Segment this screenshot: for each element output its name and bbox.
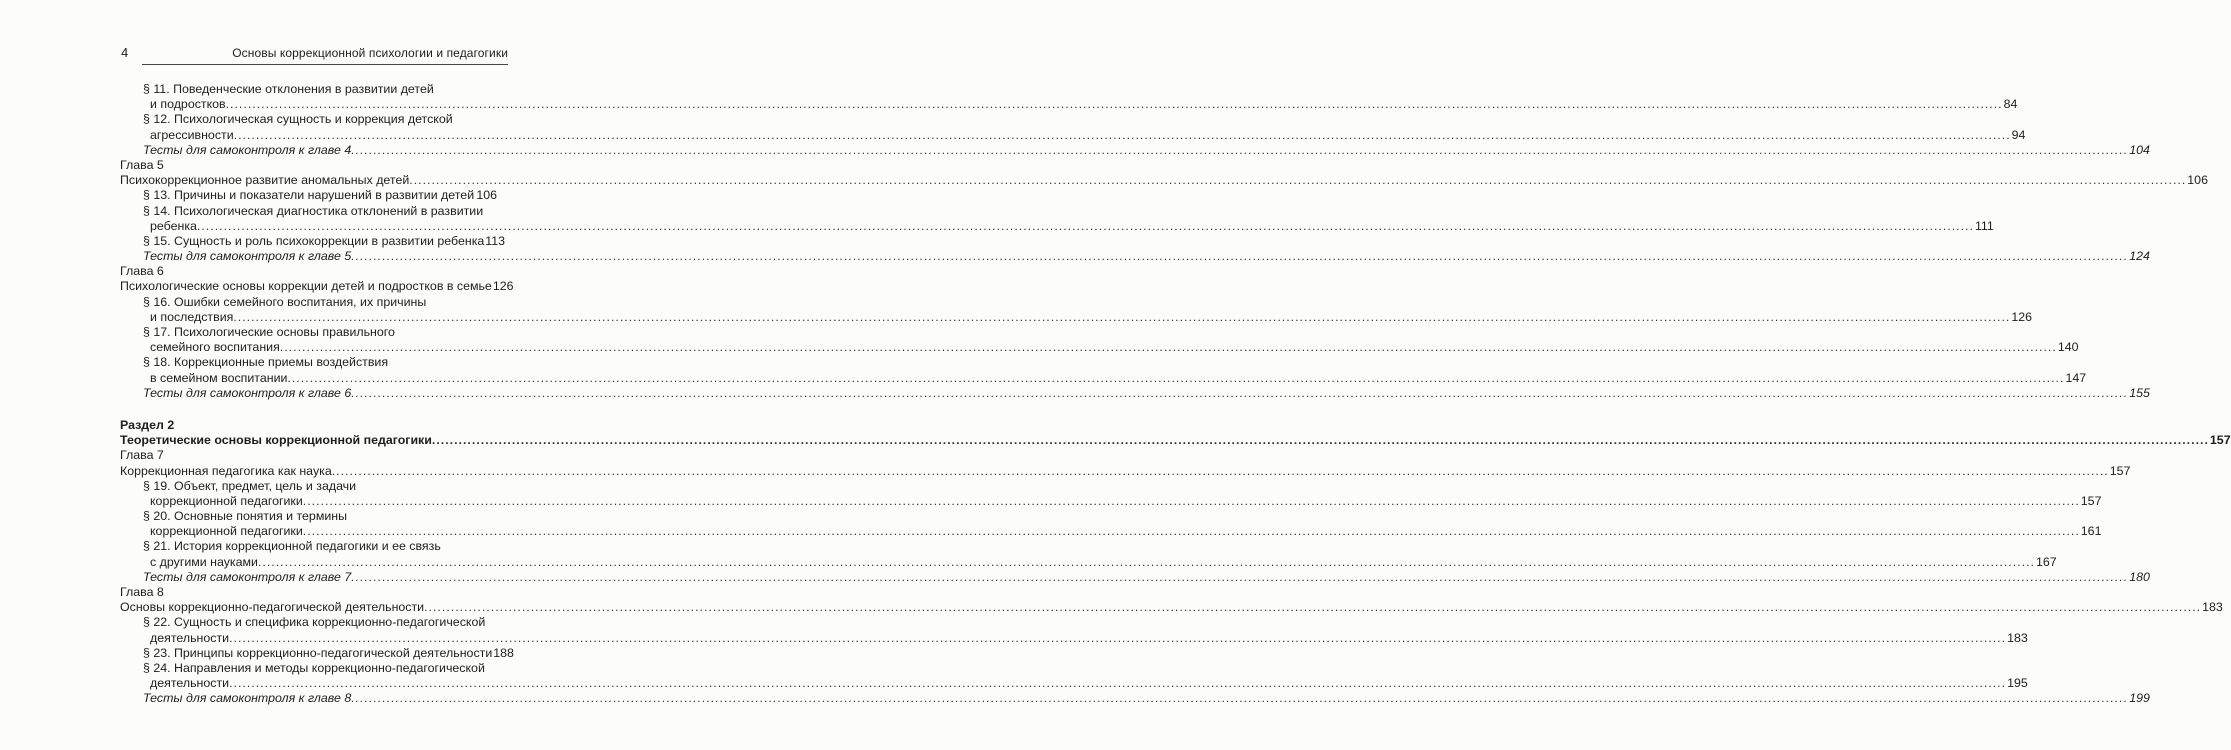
toc-entry-text: Глава 7 (120, 448, 164, 463)
toc-entry-text: семейного воспитания (150, 340, 280, 355)
toc-entry-text: Коррекционная педагогика как наука (120, 463, 332, 478)
dot-leader: ................................................................................................................................................................................................................................................................................................................................................................................................................ (302, 493, 2080, 508)
dot-leader: ................................................................................................................................................................................................................................................................................................................................................................................................................ (196, 218, 1974, 233)
toc-line (120, 158, 497, 173)
toc-entry-text: и подростков (150, 97, 226, 112)
toc-page-number: 199 (2129, 691, 2150, 706)
toc-line (120, 370, 2087, 386)
toc-line (120, 615, 497, 630)
toc-entry-text: агрессивности (150, 127, 234, 142)
toc-page-number: 167 (2035, 554, 2057, 569)
toc-line (120, 82, 497, 97)
toc-entry-text: и последствия (150, 309, 234, 324)
toc-page-number: 157 (2080, 493, 2102, 508)
toc-entry-text: § 23. Принципы коррекционно-педагогической деятельности (143, 645, 493, 660)
toc-page-number: 155 (2129, 385, 2150, 400)
toc-entry-text: в семейном воспитании (150, 370, 288, 385)
dot-leader: ................................................................................................................................................................................................................................................................................................................................................................................................................ (233, 127, 2011, 142)
toc-page-number: 84 (2003, 97, 2018, 112)
toc-line (120, 585, 497, 600)
toc-line (120, 97, 2018, 112)
toc-entry-text: § 13. Причины и показатели нарушений в развитии детей (143, 188, 475, 203)
toc-line (120, 173, 2208, 188)
toc-entry-text: деятельности (150, 630, 230, 645)
toc-entry-text: § 11. Поведенческие отклонения в развитии детей (143, 82, 434, 96)
toc-line (120, 325, 497, 340)
dot-leader: ................................................................................................................................................................................................................................................................................................................................................................................................................ (351, 249, 2129, 264)
toc-line (120, 661, 497, 676)
toc-page-number: 106 (476, 188, 497, 203)
toc-line (120, 188, 497, 203)
toc-page-number: 147 (2065, 370, 2087, 385)
toc-entry-text: с другими науками (150, 554, 258, 569)
page-number: 4 (121, 45, 129, 60)
toc-page-number: 104 (2129, 142, 2150, 157)
toc-entry-text: § 19. Объект, предмет, цель и задачи (143, 478, 357, 493)
toc-entry-text: ребенка (150, 218, 197, 233)
toc-page-number: 161 (2080, 524, 2102, 539)
dot-leader: ................................................................................................................................................................................................................................................................................................................................................................................................................ (351, 385, 2129, 400)
toc-entry-text: § 14. Психологическая диагностика отклонений в развитии (143, 203, 484, 218)
toc-line (120, 493, 2102, 509)
toc-line (120, 676, 2028, 691)
toc-page-number: 195 (2007, 676, 2028, 691)
toc-entry-text: Тесты для самоконтроля к главе 5 (143, 249, 352, 264)
toc-line (120, 433, 2231, 448)
toc-line (120, 264, 497, 279)
toc-entry-text: коррекционной педагогики (150, 493, 303, 508)
toc-entry-text: Тесты для самоконтроля к главе 7 (143, 569, 352, 584)
toc-entry-text: Тесты для самоконтроля к главе 4 (143, 142, 352, 157)
toc-entry-text: § 16. Ошибки семейного воспитания, их причины (143, 294, 427, 309)
toc-page-number: 113 (485, 233, 506, 248)
toc-line (120, 509, 497, 524)
toc-entry-text: Глава 8 (120, 585, 164, 599)
toc-entry-text: Теоретические основы коррекционной педагогики (120, 433, 432, 448)
toc-line (120, 218, 1994, 234)
toc-page-number: 180 (2129, 569, 2150, 584)
toc-entry-text: коррекционной педагогики (150, 524, 303, 539)
toc-page-number: 94 (2011, 127, 2026, 142)
running-head: Основы коррекционной психологии и педагогики (232, 46, 508, 60)
toc-page-number: 106 (2187, 173, 2208, 188)
toc-line (120, 309, 2033, 325)
toc-entry-text: § 18. Коррекционные приемы воздействия (143, 355, 389, 370)
toc-line (120, 539, 497, 554)
toc-page-number: 183 (2007, 630, 2028, 645)
table-of-contents (120, 82, 2231, 707)
dot-leader: ................................................................................................................................................................................................................................................................................................................................................................................................................ (257, 554, 2035, 569)
toc-entry-text: Раздел 2 (120, 417, 175, 432)
toc-line (120, 295, 497, 310)
toc-line (120, 249, 2150, 264)
dot-leader: ................................................................................................................................................................................................................................................................................................................................................................................................................ (279, 340, 2057, 355)
toc-entry-text: Тесты для самоконтроля к главе 8 (143, 691, 352, 706)
toc-line (120, 479, 497, 494)
toc-entry-text: § 22. Сущность и специфика коррекционно-педагогической (143, 615, 486, 630)
dot-leader: ................................................................................................................................................................................................................................................................................................................................................................................................................ (409, 173, 2187, 188)
dot-leader: ................................................................................................................................................................................................................................................................................................................................................................................................................ (424, 600, 2202, 615)
toc-line (120, 142, 2150, 158)
toc-entry-text: Психологические основы коррекции детей и подростков в семье (120, 279, 492, 294)
toc-entry-text: Психокоррекционное развитие аномальных детей (120, 173, 410, 188)
toc-line (120, 233, 506, 249)
toc-line (120, 355, 497, 370)
toc-line (120, 418, 497, 433)
dot-leader: ................................................................................................................................................................................................................................................................................................................................................................................................................ (431, 433, 2209, 448)
toc-line (120, 204, 497, 219)
toc-page-number: 157 (2209, 433, 2231, 448)
toc-entry-text: § 21. История коррекционной педагогики и ее связь (143, 539, 441, 554)
toc-entry-text: Тесты для самоконтроля к главе 6 (143, 385, 352, 400)
toc-entry-text: § 17. Психологические основы правильного (143, 325, 395, 339)
toc-entry-text: § 15. Сущность и роль психокоррекции в развитии ребенка (143, 233, 485, 248)
toc-line (120, 691, 2150, 706)
toc-line (120, 524, 2102, 539)
toc-line (120, 448, 497, 463)
dot-leader: ................................................................................................................................................................................................................................................................................................................................................................................................................ (351, 691, 2129, 706)
toc-entry-text: § 12. Психологическая сущность и коррекция детской (143, 112, 453, 127)
toc-page-number: 157 (2109, 463, 2131, 478)
toc-entry-text: § 24. Направления и методы коррекционно-педагогической (143, 660, 485, 675)
toc-page-number: 126 (492, 279, 514, 294)
toc-line (120, 630, 2028, 646)
toc-entry-text: деятельности (150, 676, 230, 691)
toc-page-number: 140 (2057, 340, 2079, 355)
dot-leader: ................................................................................................................................................................................................................................................................................................................................................................................................................ (351, 569, 2129, 584)
toc-page-number: 188 (493, 645, 514, 660)
toc-line (120, 385, 2150, 401)
toc-line (120, 340, 2079, 355)
toc-line (120, 112, 497, 127)
header-rule (142, 64, 508, 65)
toc-line (120, 279, 514, 294)
dot-leader: ................................................................................................................................................................................................................................................................................................................................................................................................................ (302, 524, 2080, 539)
toc-entry-text: Основы коррекционно-педагогической деятельности (120, 600, 425, 615)
dot-leader: ................................................................................................................................................................................................................................................................................................................................................................................................................ (351, 142, 2129, 157)
dot-leader: ................................................................................................................................................................................................................................................................................................................................................................................................................ (233, 309, 2011, 324)
toc-page-number: 126 (2011, 309, 2033, 324)
dot-leader: ................................................................................................................................................................................................................................................................................................................................................................................................................ (287, 370, 2065, 385)
dot-leader: ................................................................................................................................................................................................................................................................................................................................................................................................................ (229, 676, 2007, 691)
toc-line (120, 463, 2131, 479)
toc-line (120, 554, 2057, 570)
dot-leader: ................................................................................................................................................................................................................................................................................................................................................................................................................ (331, 463, 2109, 478)
toc-line (120, 569, 2150, 585)
toc-page-number: 111 (1974, 218, 1994, 233)
toc-line (120, 600, 2223, 615)
toc-entry-text: Глава 6 (120, 264, 164, 279)
toc-line (120, 127, 2026, 143)
toc-entry-text: § 20. Основные понятия и термины (143, 509, 348, 524)
dot-leader: ................................................................................................................................................................................................................................................................................................................................................................................................................ (229, 630, 2007, 645)
toc-entry-text: Глава 5 (120, 157, 164, 172)
dot-leader: ................................................................................................................................................................................................................................................................................................................................................................................................................ (225, 97, 2003, 112)
toc-page-number: 183 (2202, 600, 2223, 615)
toc-page-number: 124 (2129, 249, 2150, 264)
toc-line (120, 645, 514, 661)
